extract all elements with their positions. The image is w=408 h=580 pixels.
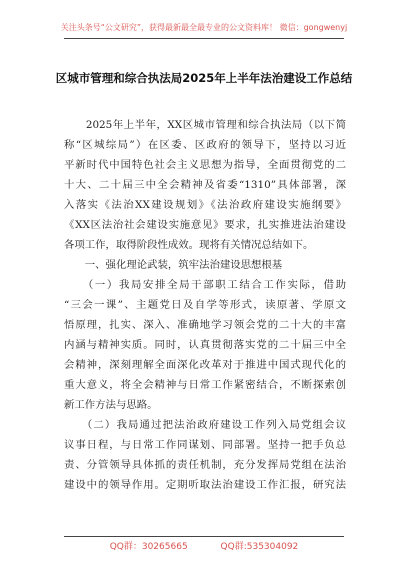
body-line: 会精神，深刻理解全面深化改革对于推进中国式现代化的 — [64, 359, 346, 371]
footer-divider — [64, 536, 344, 537]
body-line: 责、分管领导具体抓的责任机制，充分发挥局党组在法治 — [64, 459, 346, 471]
document-title: 区城市管理和综合执法局2025年上半年法治建设工作总结 — [55, 71, 353, 85]
body-line: 各项工作，取得阶段性成效。现将有关情况总结如下。 — [64, 239, 314, 251]
footer — [0, 539, 408, 552]
document-body — [64, 115, 346, 495]
body-line: （一）我局安排全局干部职工结合工作实际，借助 — [64, 279, 346, 291]
body-line: 《XX区法治社会建设实施意见》要求，扎实推进法治建设 — [64, 219, 346, 231]
body-line: 悟原理，扎实、深入、准确地学习领会党的二十大的丰富 — [64, 319, 346, 331]
body-line: 称“区城综局”）在区委、区政府的领导下，坚持以习近 — [64, 139, 346, 151]
body-line: （二）我局通过把法治政府建设工作列入局党组会议 — [64, 419, 346, 431]
body-line: 2025年上半年，XX区城市管理和综合执法局（以下简 — [64, 119, 346, 131]
body-line: 新工作方法与思路。 — [64, 399, 158, 411]
body-line: 建设中的领导作用。定期听取法治建设工作汇报，研究法 — [64, 479, 346, 491]
body-line: 议事日程，与日常工作同谋划、同部署。坚持一把手负总 — [64, 439, 346, 451]
body-line: 入落实《法治XX建设规划》《法治政府建设实施纲要》 — [64, 199, 346, 211]
body-line: 重大意义，将全会精神与日常工作紧密结合，不断探索创 — [64, 379, 346, 391]
footer-qq-group-2: QQ群:535304092 — [220, 542, 299, 552]
header-promo-note: 关注头条号“公文研究”，获得最新最全最专业的公文资料库！ 微信：gongwenyj — [60, 23, 348, 32]
header-divider — [64, 38, 344, 39]
body-line: “三会一课”、主题党日及自学等形式，读原著、学原文 — [64, 299, 346, 311]
body-line: 内涵与精神实质。同时，认真贯彻落实党的二十届三中全 — [64, 339, 346, 351]
body-line: 一、强化理论武装，筑牢法治建设思想根基 — [64, 259, 283, 271]
footer-qq-group-1: QQ群：30265665 — [109, 542, 188, 552]
body-line: 十大、二十届三中全会精神及省委“1310”具体部署，深 — [64, 179, 346, 191]
body-line: 平新时代中国特色社会主义思想为指导，全面贯彻党的二 — [64, 159, 346, 171]
